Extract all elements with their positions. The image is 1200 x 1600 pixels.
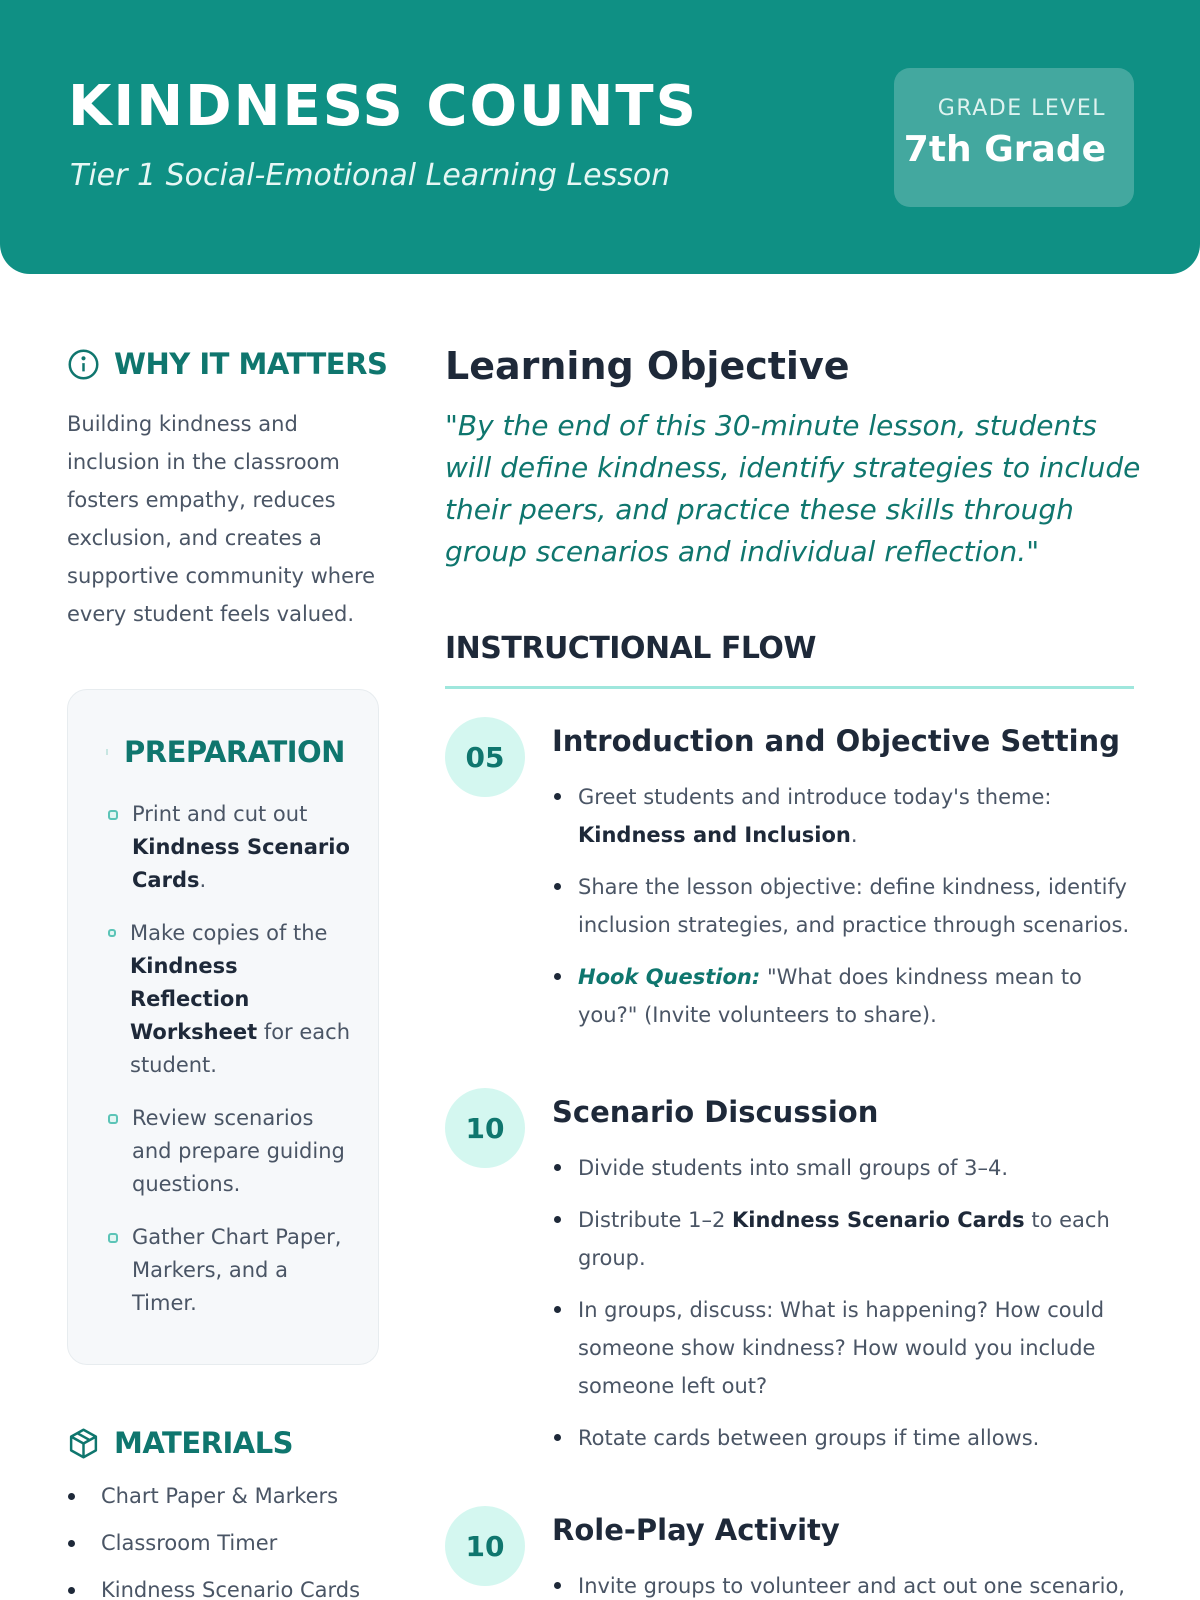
learning-objective-quote: "By the end of this 30-minute lesson, students will define kindness, identify strategies to include their peers, and practice these skills through group scenarios and individual reflection." [445, 409, 1141, 568]
grade-level-value: 7th Grade [903, 129, 1106, 170]
page-title: KINDNESS COUNTS [68, 74, 698, 139]
preparation-list [108, 798, 358, 1340]
preparation-item: Review scenarios and prepare guiding questions. [108, 1102, 358, 1201]
why-it-matters-heading [67, 346, 387, 382]
preparation-title: PREPARATION [124, 735, 345, 769]
materials-heading [67, 1425, 293, 1461]
step-bullet: Share the lesson objective: define kindness, identify inclusion strategies, and practice through scenarios. [552, 868, 1142, 944]
preparation-heading [106, 735, 345, 769]
divider [445, 686, 1134, 689]
step-bullets [552, 778, 1142, 1048]
step-minutes-badge: 10 [445, 1506, 525, 1586]
checkbox-icon [108, 1233, 118, 1243]
header-banner [0, 0, 1200, 274]
grade-level-label: GRADE LEVEL [937, 96, 1106, 121]
step-bullet: Divide students into small groups of 3–4. [552, 1149, 1142, 1187]
step-bullet: In groups, discuss: What is happening? How could someone show kindness? How would you include someone left out? [552, 1291, 1142, 1405]
checkbox-icon [108, 1114, 118, 1124]
info-icon [67, 348, 100, 381]
checkbox-icon [108, 810, 118, 820]
step-bullet: Invite groups to volunteer and act out one scenario, [552, 1567, 1142, 1600]
step-title: Scenario Discussion [552, 1095, 879, 1129]
preparation-item: Gather Chart Paper, Markers, and a Timer. [108, 1221, 358, 1320]
step-bullet: Distribute 1–2 Kindness Scenario Cards to each group. [552, 1201, 1142, 1277]
step-title: Introduction and Objective Setting [552, 724, 1120, 758]
why-it-matters-title: WHY IT MATTERS [114, 347, 388, 381]
preparation-marker-icon [106, 749, 108, 755]
checkbox-icon [108, 929, 116, 937]
step-bullet: Greet students and introduce today's theme: Kindness and Inclusion. [552, 778, 1142, 854]
step-bullets [552, 1567, 1142, 1600]
learning-objective-title: Learning Objective [445, 344, 850, 388]
materials-list [67, 1482, 387, 1600]
grade-level-box [894, 68, 1134, 207]
preparation-card [67, 689, 379, 1365]
box-icon [67, 1427, 100, 1460]
why-it-matters-text: Building kindness and inclusion in the classroom fosters empathy, reduces exclusion, and creates a supportive community where every student feels valued. [67, 412, 376, 626]
instructional-flow-title: INSTRUCTIONAL FLOW [445, 631, 816, 666]
step-minutes-badge: 05 [445, 717, 525, 797]
step-bullets [552, 1149, 1142, 1471]
step-title: Role-Play Activity [552, 1513, 840, 1547]
step-bullet: Hook Question: "What does kindness mean to you?" (Invite volunteers to share). [552, 958, 1142, 1034]
materials-item: Chart Paper & Markers [67, 1482, 387, 1510]
hook-question-label: Hook Question: [578, 965, 761, 989]
page-subtitle: Tier 1 Social-Emotional Learning Lesson [70, 158, 671, 193]
preparation-item: Make copies of the Kindness Reflection Worksheet for each student. [108, 917, 358, 1082]
step-minutes-badge: 10 [445, 1088, 525, 1168]
materials-item: Kindness Scenario Cards [67, 1576, 387, 1600]
preparation-item: Print and cut out Kindness Scenario Cards. [108, 798, 358, 897]
materials-title: MATERIALS [114, 1426, 294, 1460]
materials-item: Classroom Timer [67, 1529, 387, 1557]
step-bullet: Rotate cards between groups if time allows. [552, 1419, 1142, 1457]
